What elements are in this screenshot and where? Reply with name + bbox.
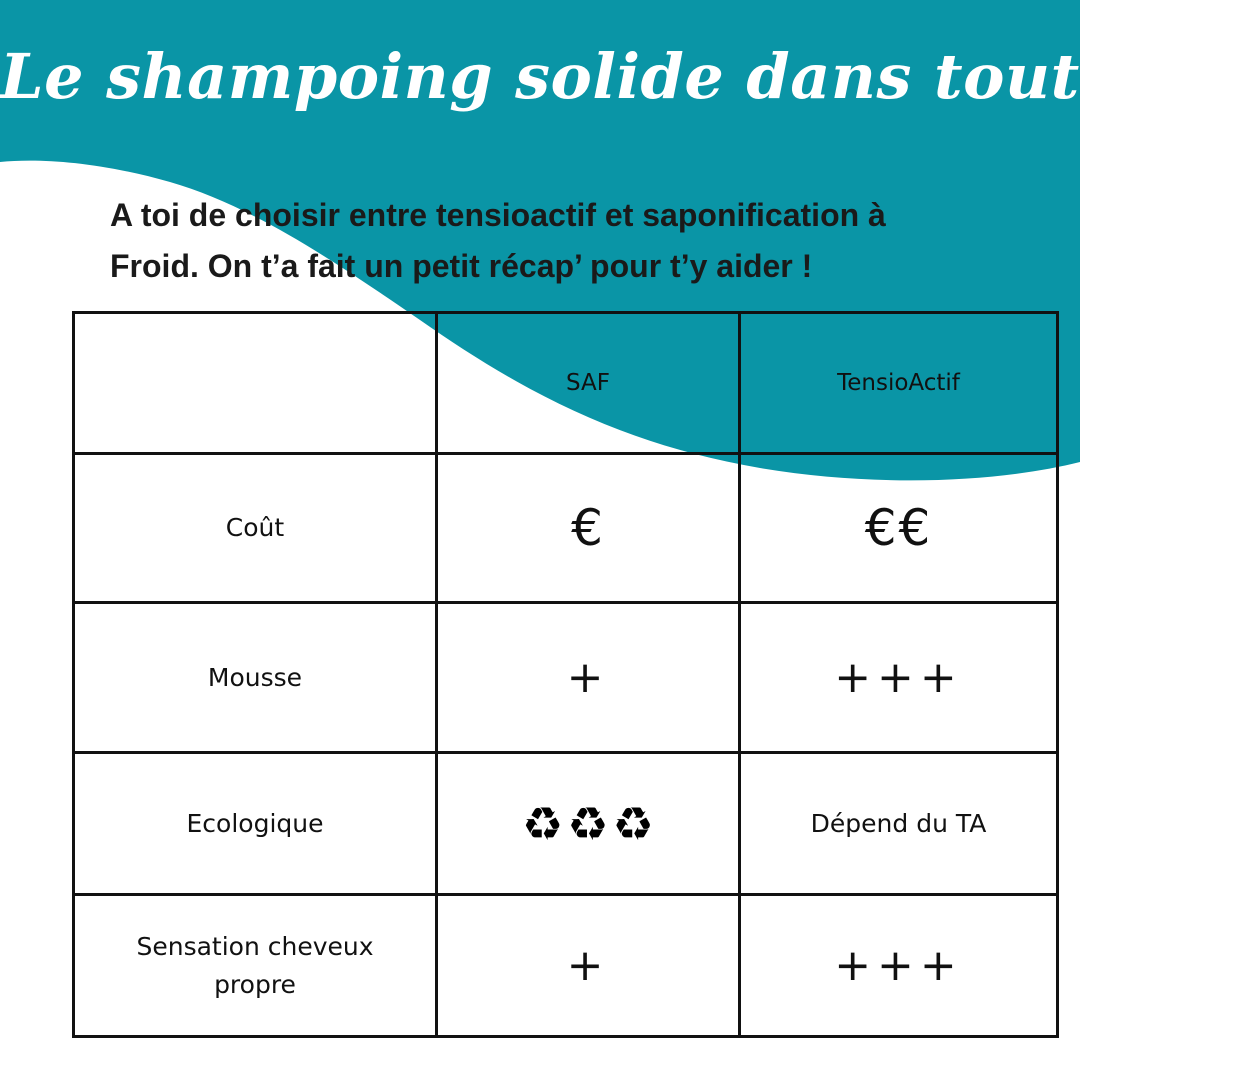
intro-text <box>110 190 1030 292</box>
recycle-icon: ♻ <box>567 796 609 851</box>
row-label-cell <box>74 753 437 895</box>
intro-line-2: Froid. On t’a fait un petit récap’ pour t’y aider ! <box>110 248 813 284</box>
page-title: Le shampoing solide dans tout ça ? <box>0 40 1240 113</box>
depend-du-ta-text: Dépend du TA <box>810 809 987 838</box>
plus-rating: +++ <box>834 940 963 991</box>
header-cell-tensioactif <box>740 313 1058 454</box>
tensioactif-cell <box>740 895 1058 1037</box>
table-row <box>74 895 1058 1037</box>
header-cell-empty <box>74 313 437 454</box>
plus-rating: + <box>566 652 610 703</box>
plus-rating: +++ <box>834 652 963 703</box>
row-label-cout: Coût <box>225 513 285 542</box>
table-row <box>74 603 1058 753</box>
table-header-row <box>74 313 1058 454</box>
saf-cell <box>437 603 740 753</box>
row-label-cell <box>74 603 437 753</box>
euro-symbol: € <box>571 499 605 557</box>
row-label-ecologique: Ecologique <box>186 809 324 838</box>
recycle-icon: ♻ <box>612 796 654 851</box>
row-label-cell <box>74 895 437 1037</box>
saf-cell <box>437 753 740 895</box>
tensioactif-cell <box>740 454 1058 603</box>
table-row <box>74 454 1058 603</box>
comparison-table <box>72 311 1059 1038</box>
row-label-sensation <box>85 928 425 1004</box>
row-label-cell <box>74 454 437 603</box>
header-saf-label: SAF <box>566 370 610 396</box>
recycle-icons <box>522 796 654 851</box>
tensioactif-cell <box>740 603 1058 753</box>
saf-cell <box>437 895 740 1037</box>
saf-cell <box>437 454 740 603</box>
row-label-mousse: Mousse <box>207 662 303 692</box>
tensioactif-cell <box>740 753 1058 895</box>
table-row <box>74 753 1058 895</box>
intro-line-1: A toi de choisir entre tensioactif et saponification à <box>110 197 886 233</box>
plus-rating: + <box>566 940 610 991</box>
header-cell-saf <box>437 313 740 454</box>
euro-symbol: €€ <box>864 499 933 557</box>
row-label-sensation-line-1: Sensation cheveux <box>136 931 374 961</box>
recycle-icon: ♻ <box>522 796 564 851</box>
row-label-sensation-line-2: propre <box>214 969 296 999</box>
header-tensioactif-label: TensioActif <box>837 370 960 396</box>
